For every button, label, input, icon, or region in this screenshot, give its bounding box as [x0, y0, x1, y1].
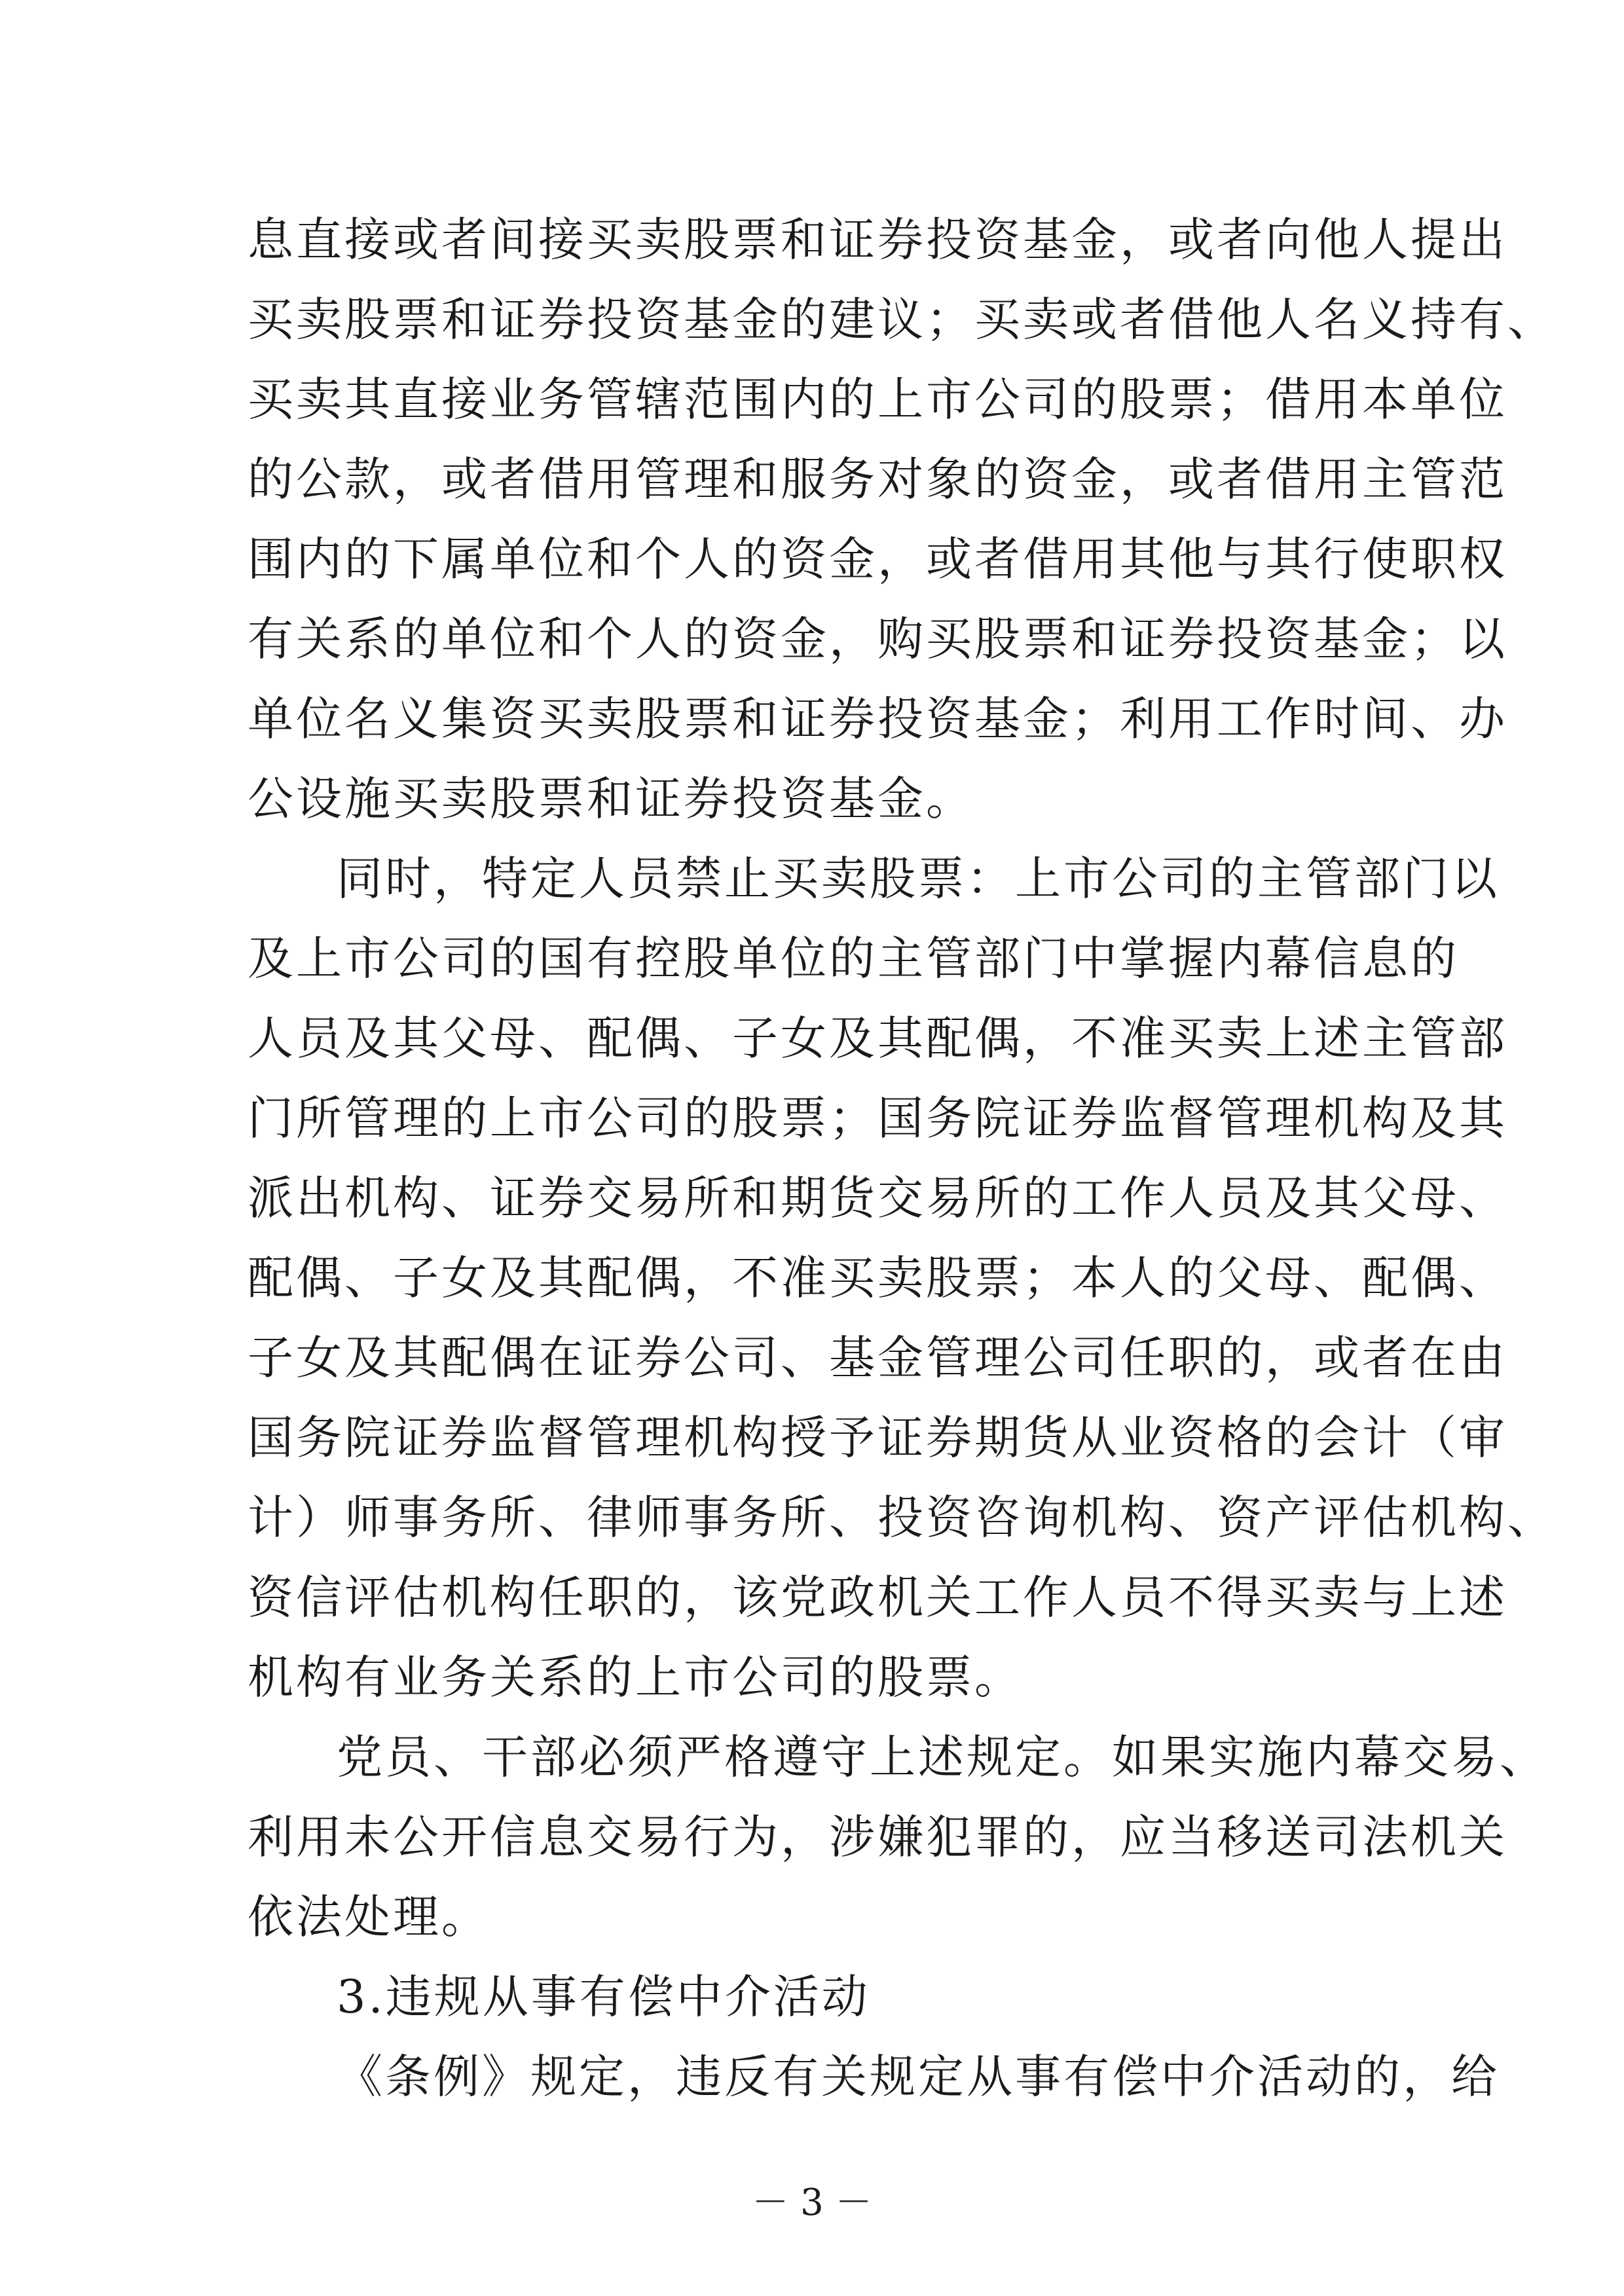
body-text-line: 买卖其直接业务管辖范围内的上市公司的股票；借用本单位	[248, 373, 1507, 426]
body-text-line: 子女及其配偶在证券公司、基金管理公司任职的，或者在由	[248, 1331, 1507, 1385]
section-heading: 3.违规从事有偿中介活动	[337, 1970, 870, 2024]
body-text-line: 依法处理。	[248, 1890, 490, 1944]
body-text-line: 买卖股票和证券投资基金的建议；买卖或者借他人名义持有、	[248, 293, 1556, 346]
body-text-line: 国务院证券监督管理机构授予证券期货从业资格的会计（审	[248, 1411, 1507, 1465]
body-text-line: 资信评估机构任职的，该党政机关工作人员不得买卖与上述	[248, 1571, 1507, 1624]
body-text-line: 《条例》规定，违反有关规定从事有偿中介活动的，给	[337, 2050, 1500, 2104]
body-text-line: 有关系的单位和个人的资金，购买股票和证券投资基金；以	[248, 612, 1507, 666]
body-text-line: 派出机构、证券交易所和期货交易所的工作人员及其父母、	[248, 1171, 1507, 1225]
body-text-line: 息直接或者间接买卖股票和证券投资基金，或者向他人提出	[248, 213, 1507, 266]
body-text-line: 的公款，或者借用管理和服务对象的资金，或者借用主管范	[248, 452, 1507, 506]
body-text-line: 单位名义集资买卖股票和证券投资基金；利用工作时间、办	[248, 692, 1507, 746]
page-number: － 3 －	[752, 2181, 872, 2224]
paragraph-start-line: 党员、干部必须严格遵守上述规定。如果实施内幕交易、	[337, 1730, 1548, 1784]
body-text-line: 机构有业务关系的上市公司的股票。	[248, 1650, 1023, 1704]
body-text-line: 门所管理的上市公司的股票；国务院证券监督管理机构及其	[248, 1091, 1507, 1145]
body-text-line: 人员及其父母、配偶、子女及其配偶，不准买卖上述主管部	[248, 1011, 1507, 1065]
body-text-line: 计）师事务所、律师事务所、投资咨询机构、资产评估机构、	[248, 1491, 1556, 1544]
body-text-line: 公设施买卖股票和证券投资基金。	[248, 772, 974, 826]
paragraph-start-line: 同时，特定人员禁止买卖股票：上市公司的主管部门以	[337, 852, 1500, 905]
body-text-line: 利用未公开信息交易行为，涉嫌犯罪的，应当移送司法机关	[248, 1810, 1507, 1864]
body-text-line: 围内的下属单位和个人的资金，或者借用其他与其行使职权	[248, 532, 1507, 586]
body-text-line: 及上市公司的国有控股单位的主管部门中掌握内幕信息的	[248, 932, 1459, 985]
body-text-line: 配偶、子女及其配偶，不准买卖股票；本人的父母、配偶、	[248, 1251, 1507, 1305]
